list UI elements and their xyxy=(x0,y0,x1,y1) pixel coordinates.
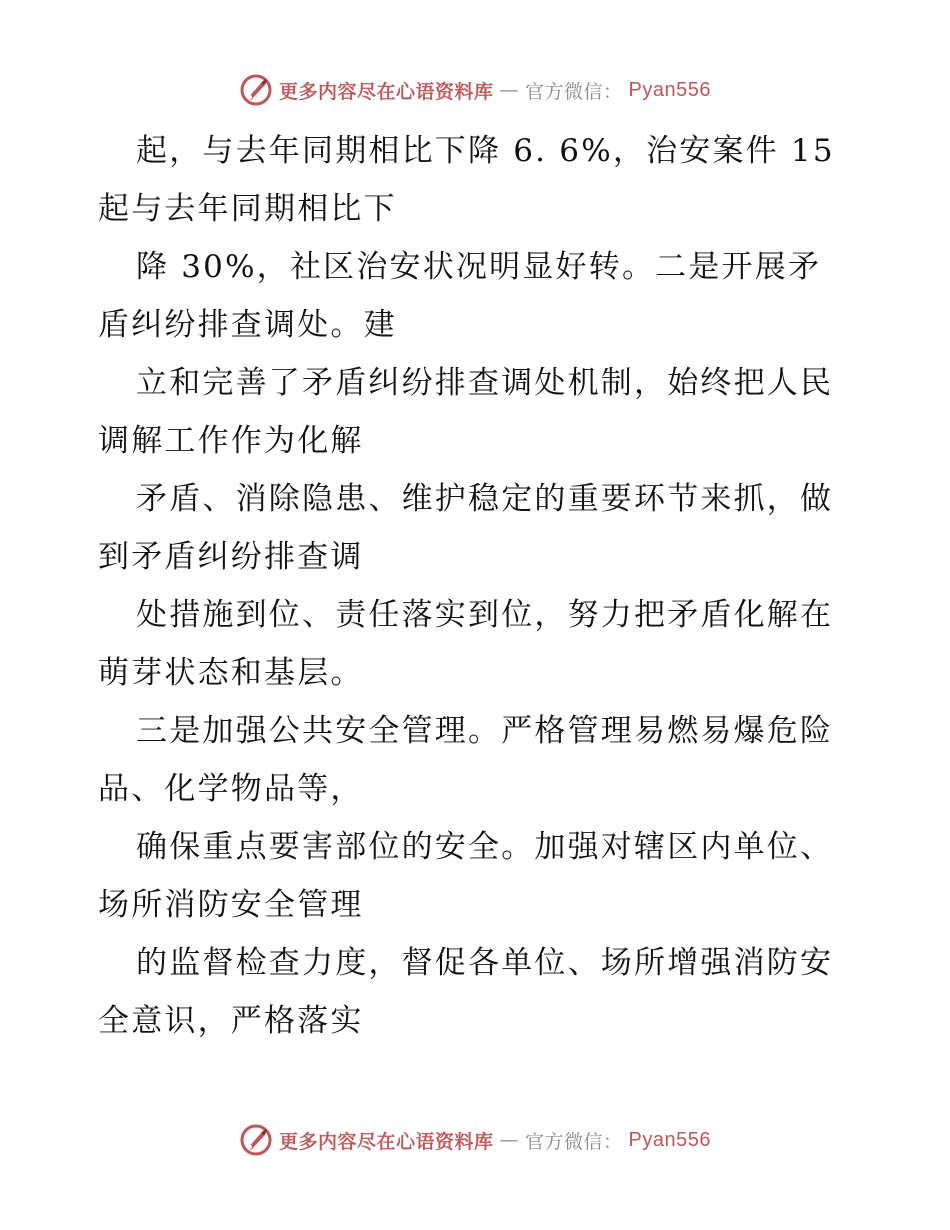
text-line: 矛盾、消除隐患、维护稳定的重要环节来抓，做 xyxy=(136,481,834,517)
text-line: 的监督检查力度，督促各单位、场所增强消防安 xyxy=(136,945,834,981)
text-line: 处措施到位、责任落实到位，努力把矛盾化解在 xyxy=(136,597,834,633)
text-line: 立和完善了矛盾纠纷排查调处机制，始终把人民 xyxy=(136,365,834,401)
header-site-text: 更多内容尽在心语资料库 xyxy=(279,80,494,103)
footer-wechat-label: 官方微信： xyxy=(525,1130,623,1153)
footer-site-text: 更多内容尽在心语资料库 xyxy=(279,1130,494,1153)
footer-separator: — xyxy=(499,1129,520,1151)
text-line: 调解工作作为化解 xyxy=(98,423,364,459)
header-wechat-id: Pyan556 xyxy=(628,78,711,101)
text-line: 起，与去年同期相比下降 6. 6%，治安案件 15 xyxy=(136,133,835,169)
footer-banner-inner xyxy=(239,1123,711,1157)
text-line: 萌芽状态和基层。 xyxy=(98,655,364,691)
text-line: 盾纠纷排查调处。建 xyxy=(98,307,397,343)
header-separator: — xyxy=(499,79,520,101)
footer-banner xyxy=(0,1120,950,1160)
text-line: 起与去年同期相比下 xyxy=(98,191,397,227)
text-line: 到矛盾纠纷排查调 xyxy=(98,539,364,575)
footer-wechat-id: Pyan556 xyxy=(628,1128,711,1151)
text-line: 全意识，严格落实 xyxy=(98,1003,364,1039)
text-line: 品、化学物品等， xyxy=(98,771,364,807)
text-line: 降 30%，社区治安状况明显好转。二是开展矛 xyxy=(136,249,822,285)
header-banner-inner xyxy=(239,73,711,107)
header-wechat-label: 官方微信： xyxy=(525,80,623,103)
pen-logo-icon xyxy=(239,73,273,107)
document-body xyxy=(98,122,858,1050)
pen-logo-icon xyxy=(239,1123,273,1157)
text-line: 三是加强公共安全管理。严格管理易燃易爆危险 xyxy=(136,713,834,749)
text-line: 确保重点要害部位的安全。加强对辖区内单位、 xyxy=(136,829,834,865)
text-line: 场所消防安全管理 xyxy=(98,887,364,923)
header-banner xyxy=(0,70,950,110)
